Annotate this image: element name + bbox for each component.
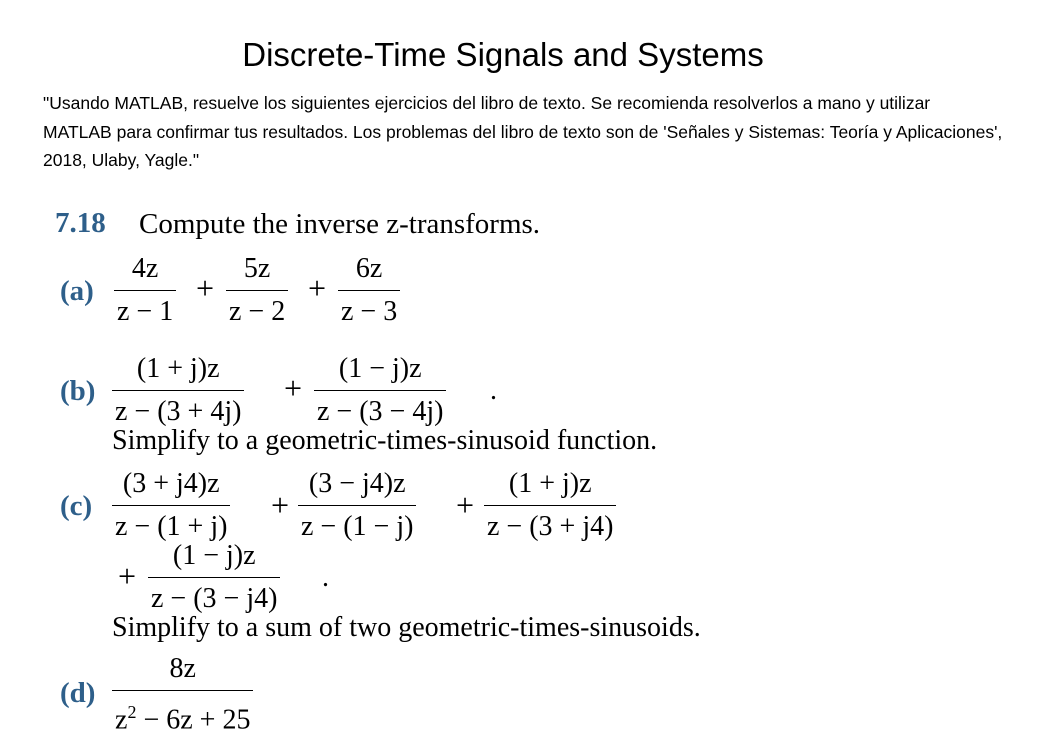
numerator: 8z: [169, 653, 196, 684]
plus-sign: +: [456, 487, 475, 523]
part-b-label: (b): [60, 375, 96, 407]
part-c-term-4: [148, 539, 280, 616]
numerator: (1 + j)z: [136, 353, 220, 384]
part-d-label: (d): [60, 677, 96, 709]
denominator: [112, 690, 253, 737]
numerator: 4z: [131, 253, 159, 284]
denominator: z − (3 + j4): [484, 505, 616, 544]
denominator: z − (3 − 4j): [314, 390, 446, 429]
denominator: z − 1: [114, 290, 176, 329]
part-b-term-1: [112, 352, 244, 429]
part-a-label: (a): [60, 275, 94, 307]
part-c-term-3: [484, 467, 616, 544]
denominator: z − 2: [226, 290, 288, 329]
page-title: Discrete-Time Signals and Systems: [242, 36, 764, 73]
den-rest: − 6z + 25: [136, 704, 251, 736]
numerator: (1 − j)z: [172, 540, 256, 571]
problem-statement: Compute the inverse z-transforms.: [139, 208, 541, 240]
part-a-term-3: [338, 252, 400, 329]
part-c-term-2: [298, 467, 416, 544]
plus-sign: +: [118, 558, 137, 594]
numerator: 5z: [243, 253, 271, 284]
part-b-term-2: [314, 352, 446, 429]
denominator: z − 3: [338, 290, 400, 329]
part-d-term: [112, 652, 253, 737]
period: .: [322, 562, 329, 593]
numerator: (3 + j4)z: [122, 468, 220, 499]
plus-sign: +: [271, 487, 290, 523]
den-base: z: [115, 704, 128, 736]
numerator: (1 − j)z: [338, 353, 422, 384]
plus-sign: +: [308, 270, 327, 306]
part-b-instruction: Simplify to a geometric-times-sinusoid function.: [112, 425, 658, 456]
plus-sign: +: [196, 270, 215, 306]
problem-number: 7.18: [55, 207, 106, 239]
denominator: z − (1 + j): [112, 505, 230, 544]
period: .: [490, 375, 497, 406]
instructions-text: "Usando MATLAB, resuelve los siguientes ejercicios del libro de texto. Se recomienda resolverlos a mano y utilizar MATLAB para confirmar tus resultados. Los problemas del libro de texto son de 'Señales y Sistemas: Teoría y Aplicaciones', 2018, Ulaby, Yagle.": [43, 93, 1003, 170]
exponent: 2: [127, 702, 137, 722]
plus-sign: +: [284, 370, 303, 406]
part-c-label: (c): [60, 490, 93, 522]
numerator: (3 − j4)z: [308, 468, 406, 499]
part-a-term-1: [114, 252, 176, 329]
denominator: z − (3 + 4j): [112, 390, 244, 429]
numerator: 6z: [355, 253, 383, 284]
denominator: z − (1 − j): [298, 505, 416, 544]
denominator: z − (3 − j4): [148, 577, 280, 616]
numerator: (1 + j)z: [508, 468, 592, 499]
part-c-instruction: Simplify to a sum of two geometric-times-sinusoids.: [112, 612, 701, 643]
part-a-term-2: [226, 252, 288, 329]
part-c-term-1: [112, 467, 230, 544]
